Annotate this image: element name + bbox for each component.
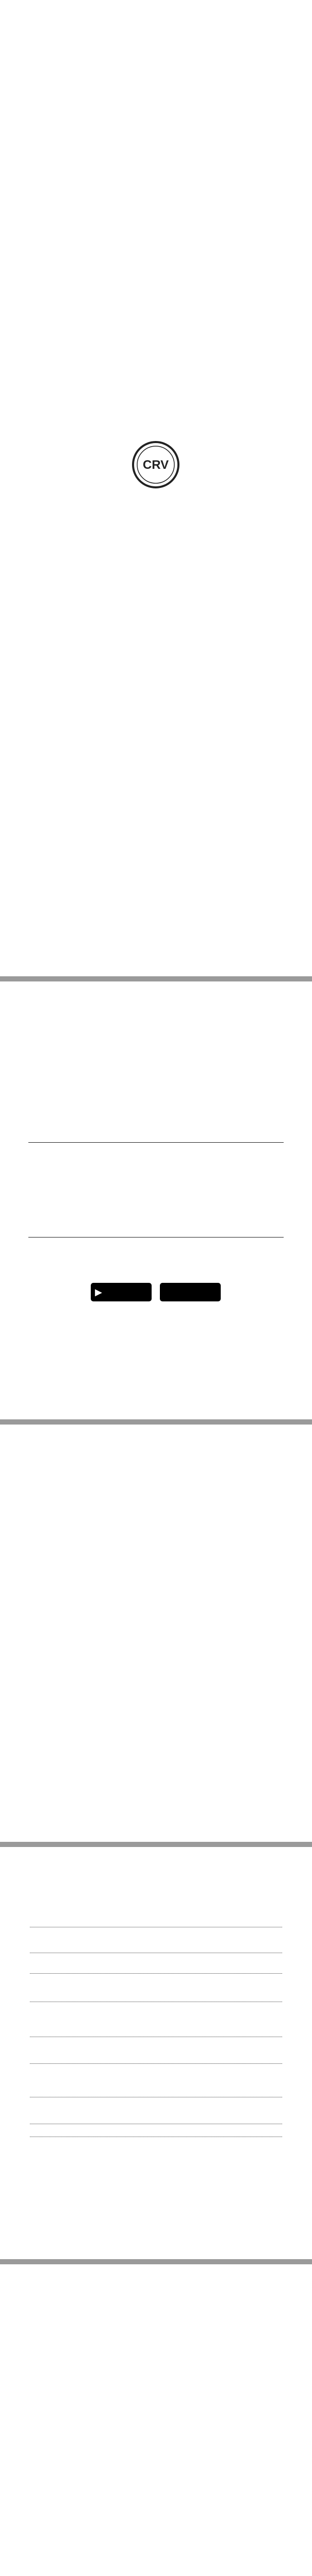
toc-entry-references[interactable] [28,2124,284,2126]
app-store-button[interactable] [160,1283,221,1301]
google-play-button[interactable] [91,1283,152,1301]
toc-entry-preface[interactable] [28,1927,284,1929]
toc-entry-6[interactable] [28,2097,284,2099]
title-page [0,538,312,976]
summary-page [0,1847,312,2259]
svg-text:CRV: CRV [142,458,169,472]
cip-divider [28,1142,284,1143]
cover-page [0,0,312,538]
cip-body [31,1157,281,1163]
toc-entry-annex[interactable] [28,2137,284,2139]
toc-entry-3[interactable] [28,2002,284,2004]
toc-entry-2[interactable] [28,1973,284,1975]
crv-logo-icon [130,439,182,490]
cip-divider [28,1237,284,1238]
toc-entry-5[interactable] [28,2063,284,2065]
preface-page [0,2264,312,2576]
copyright-page [0,981,312,1419]
council-page [0,1425,312,1842]
toc-entry-1[interactable] [28,1953,284,1955]
toc-entry-4[interactable] [28,2037,284,2039]
google-play-icon: ▶ [95,1286,102,1297]
